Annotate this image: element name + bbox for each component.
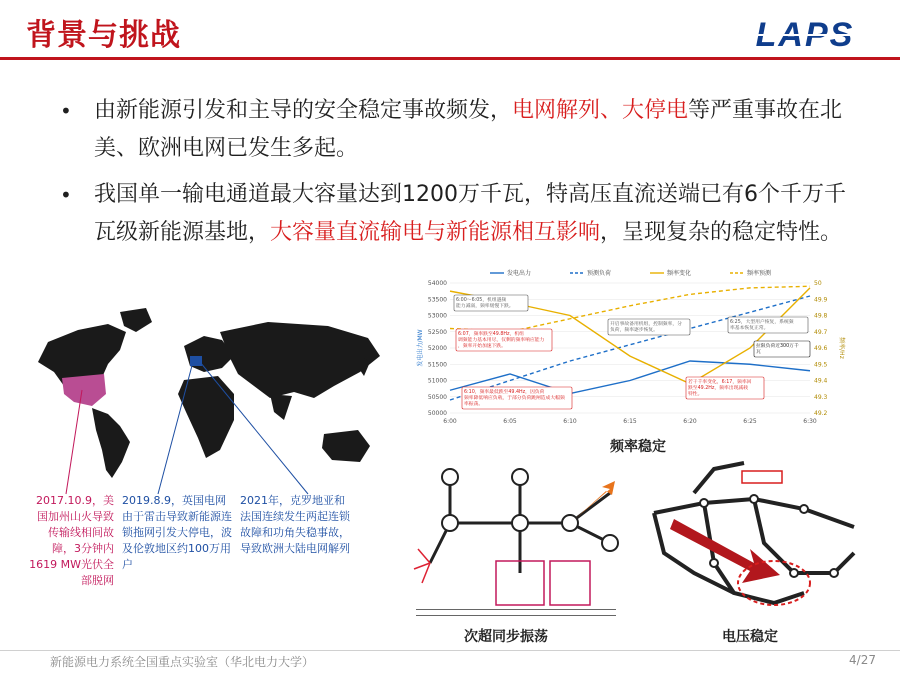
y-right-axis-label: 频率/Hz — [838, 337, 845, 359]
map-usa-highlight — [62, 374, 106, 406]
caption-europe-event: 2021年，克罗地亚和法国连续发生两起连锁故障和功角失稳事故，导致欧洲大陆电网解列 — [240, 494, 350, 555]
map-asia — [220, 322, 380, 398]
y-right-tick-label: 49.3 — [814, 393, 828, 401]
y-right-tick-label: 49.7 — [814, 328, 828, 336]
map-callout-line-uk — [158, 358, 194, 494]
map-india — [270, 394, 292, 420]
y-left-tick-label: 54000 — [427, 280, 447, 287]
bullet-dot-icon: • — [60, 183, 72, 207]
x-tick-label: 6:30 — [803, 418, 817, 425]
y-right-tick-label: 49.8 — [814, 312, 828, 320]
chart-annotation: 6:07，频率跌至49.8Hz，机组调频能力基本用尽，仅剩的频率响应能力，频率开始加速下跌。 — [458, 332, 545, 349]
y-left-tick-label: 50500 — [427, 393, 447, 401]
chart-annotation: 6:10，频率最低跌至49.4Hz，因负荷频率降低响应负载，于部分负荷跳闸造成大幅频率振荡。 — [464, 390, 565, 407]
voltage-network-diagram — [634, 453, 870, 623]
y-left-tick-label: 52000 — [427, 345, 447, 352]
bullet-list — [60, 92, 860, 260]
footer-divider — [0, 650, 900, 651]
y-left-axis-label: 发电出力/MW — [417, 329, 424, 367]
chart-annotation: 拉限负荷近300万千瓦 — [756, 344, 799, 355]
chart-annotation: 若干千率变化，6:17，频率回跌至49.2Hz，频率出现减载特性。 — [688, 380, 752, 397]
x-tick-label: 6:15 — [623, 418, 637, 425]
y-right-tick-label: 50 — [814, 280, 822, 287]
legend-label: 预测负荷 — [587, 270, 612, 277]
caption-uk-event: 2019.8.9，英国电网由于雷击导致新能源连锁拖网引发大停电，波及伦敦地区约100万用户 — [122, 494, 232, 571]
map-callout-line-usa — [66, 390, 82, 494]
y-left-tick-label: 51000 — [427, 377, 447, 385]
chart-annotation: 6:25，大型用户恢复，系统频率基本恢复正常。 — [730, 320, 794, 331]
legend-label: 频率变化 — [667, 270, 692, 277]
x-tick-label: 6:05 — [503, 418, 517, 425]
laps-logo — [738, 12, 872, 56]
svg-text:LAPS: LAPS — [755, 16, 855, 54]
y-left-tick-label: 52500 — [427, 328, 447, 336]
legend-label: 发电出力 — [507, 270, 532, 277]
ssr-network-diagram — [410, 453, 630, 623]
map-australia — [322, 430, 370, 462]
y-right-tick-label: 49.2 — [814, 410, 828, 417]
x-tick-label: 6:25 — [743, 418, 757, 425]
bullet-text: ，呈现复杂的稳定特性。 — [600, 220, 843, 245]
chart-title: 频率稳定 — [610, 439, 666, 455]
title-underline — [0, 57, 900, 60]
y-left-tick-label: 53000 — [427, 312, 447, 320]
bullet-highlight: 大容量直流输电与新能源相互影响 — [270, 220, 601, 245]
y-right-tick-label: 49.5 — [814, 361, 828, 369]
bullet-item — [60, 176, 860, 252]
chart-annotation: 6:00～6:05，机组遇频能力减弱，频率缓慢下跌。 — [456, 298, 514, 309]
bullet-text: 我国单一输电通道最大容量达到1200万千瓦，特高压直流送端已有6个千万千瓦级新能源基地， — [94, 182, 846, 245]
world-map — [8, 302, 396, 502]
voltage-figure-label: 电压稳定 — [722, 629, 778, 645]
y-left-tick-label: 50000 — [427, 410, 447, 417]
ssr-figure-label: 次超同步振荡 — [464, 629, 548, 645]
page-number: 4/27 — [849, 653, 876, 667]
bullet-text: 由新能源引发和主导的安全稳定事故频发， — [94, 98, 513, 123]
y-left-tick-label: 51500 — [427, 361, 447, 369]
y-right-tick-label: 49.4 — [814, 377, 828, 385]
map-greenland — [120, 308, 152, 332]
page-title: 背景与挑战 — [26, 18, 181, 53]
x-tick-label: 6:00 — [443, 418, 457, 425]
map-south-america — [92, 408, 130, 478]
bullet-dot-icon: • — [60, 99, 72, 123]
x-tick-label: 6:20 — [683, 418, 697, 425]
y-right-tick-label: 49.6 — [814, 345, 828, 352]
frequency-chart — [410, 265, 850, 437]
y-right-tick-label: 49.9 — [814, 296, 828, 304]
bullet-text: 等严重事故在北美、欧洲电网已发生多起。 — [94, 98, 843, 161]
caption-usa-event: 2017.10.9，美国加州山火导致传输线相间故障，3分钟内1619 MW光伏全部脱网 — [29, 494, 114, 587]
y-left-tick-label: 53500 — [427, 296, 447, 304]
x-tick-label: 6:10 — [563, 418, 577, 425]
footer-lab-name: 新能源电力系统全国重点实验室（华北电力大学） — [50, 655, 315, 669]
bullet-highlight: 电网解列、大停电 — [512, 98, 689, 123]
legend-label: 频率预测 — [747, 270, 772, 277]
bullet-item — [60, 92, 860, 168]
chart-annotation: 开启事故备用机组，控制频率，分负荷，频率逐步恢复。 — [610, 322, 682, 333]
